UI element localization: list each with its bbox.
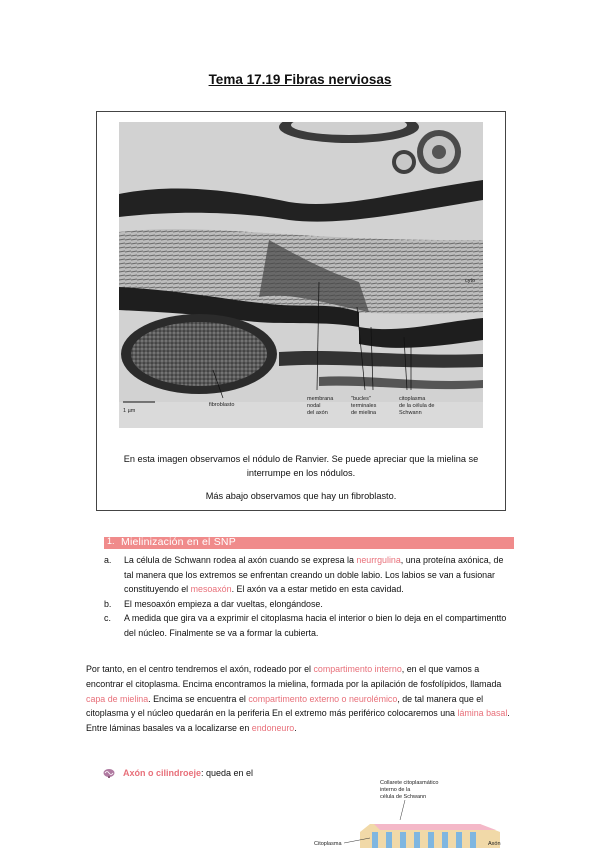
text-run: La célula de Schwann rodea al axón cuando se expresa la — [124, 555, 357, 565]
list-item — [104, 611, 514, 640]
text-run: . Encima se encuentra el — [148, 693, 249, 704]
text-run: . Entre láminas basales va a localizarse en — [86, 708, 510, 734]
section-heading — [104, 537, 514, 549]
list-item-body: El mesoaxón empieza a dar vueltas, elongándose. — [124, 598, 323, 609]
list-item-body: A medida que gira va a exprimir el citoplasma hacia el interior o bien lo deja en el compartimentto del núcleo. Finalmente se va a formar la cubierta. — [124, 613, 507, 638]
collarete-label-1: Collarete citoplasmático — [380, 780, 439, 786]
term-neurregulina: neurrgulina — [356, 555, 401, 565]
text-run: , de tal manera que el citoplasma y el núcleo quedarán en la periferia En el extremo más periférico colocaremos una — [86, 693, 484, 719]
term-compartimento-interno: compartimento interno — [313, 664, 402, 674]
fibroblasto-label: fibroblasto — [209, 402, 235, 408]
citoplasma-label-3: Schwann — [399, 410, 422, 416]
micrograph-nodo-ranvier — [119, 122, 483, 428]
page-title: Tema 17.19 Fibras nerviosas — [208, 72, 392, 87]
list-marker: a. — [104, 555, 112, 565]
term-mesoaxon: mesoaxón — [190, 584, 232, 595]
membrana-label-1: membrana — [307, 396, 334, 402]
figure-caption-2: Más abajo observamos que hay un fibroblasto. — [205, 491, 397, 501]
list-item — [104, 597, 514, 612]
citoplasma-label: Citoplasma — [314, 841, 342, 847]
collarete-label-2: interno de la — [380, 787, 411, 793]
term-lamina-basal: lámina basal — [457, 708, 508, 719]
collarete-label-3: célula de Schwann — [380, 794, 427, 800]
section-title: Mielinización en el SNP — [121, 536, 236, 548]
bucles-label-3: de mielina — [351, 410, 377, 416]
bullet-item — [103, 768, 253, 778]
scale-label: 1 µm — [123, 408, 136, 414]
text-run: , en el que vamos a encontrar el citoplasma. Encima encontramos la mielina, formada por la apilación de fosfolípidos, llamada — [86, 664, 502, 689]
list-item-body — [124, 553, 514, 597]
text-run: , una proteína axónica, de tal manera que los extremos se enfrentan creando un doble labio. Los labios se van a fusionar constituyendo el — [124, 555, 504, 595]
list-item — [104, 553, 514, 597]
figure-frame — [96, 111, 506, 511]
bullet-text: : queda en el — [201, 768, 254, 778]
term-axon-cilindroeje: Axón o cilindroeje — [123, 768, 202, 778]
schwann-cell-diagram — [300, 776, 510, 848]
section-number: 1. — [107, 536, 115, 546]
term-capa-de-mielina: capa de mielina — [86, 693, 149, 704]
steps-list — [104, 553, 514, 641]
citoplasma-label-2: de la célula de — [399, 403, 435, 409]
membrana-label-3: del axón — [307, 410, 328, 416]
citoplasma-label-1: citoplasma — [399, 396, 426, 402]
summary-paragraph — [86, 662, 516, 736]
brain-bullet-icon — [103, 768, 115, 778]
cyto-label: cyto — [465, 278, 476, 284]
axon-label: Axón — [488, 841, 501, 847]
text-run: . — [294, 723, 297, 734]
figure-caption-1: En esta imagen observamos el nódulo de Ranvier. Se puede apreciar que la mielina se interrumpe en los nódulos. — [123, 454, 479, 478]
term-compartimento-externo: compartimento externo o neurolémico — [248, 693, 398, 704]
bucles-label-1: "bucles" — [351, 396, 371, 402]
membrana-label-2: nodal — [307, 403, 321, 409]
list-marker: b. — [104, 598, 112, 609]
list-marker: c. — [104, 613, 111, 624]
term-endoneuro: endoneuro — [251, 723, 295, 734]
text-run: Por tanto, en el centro tendremos el axón, rodeado por el — [86, 664, 314, 674]
text-run: . El axón va a estar metido en esta cavidad. — [231, 584, 404, 595]
bucles-label-2: terminales — [351, 403, 377, 409]
